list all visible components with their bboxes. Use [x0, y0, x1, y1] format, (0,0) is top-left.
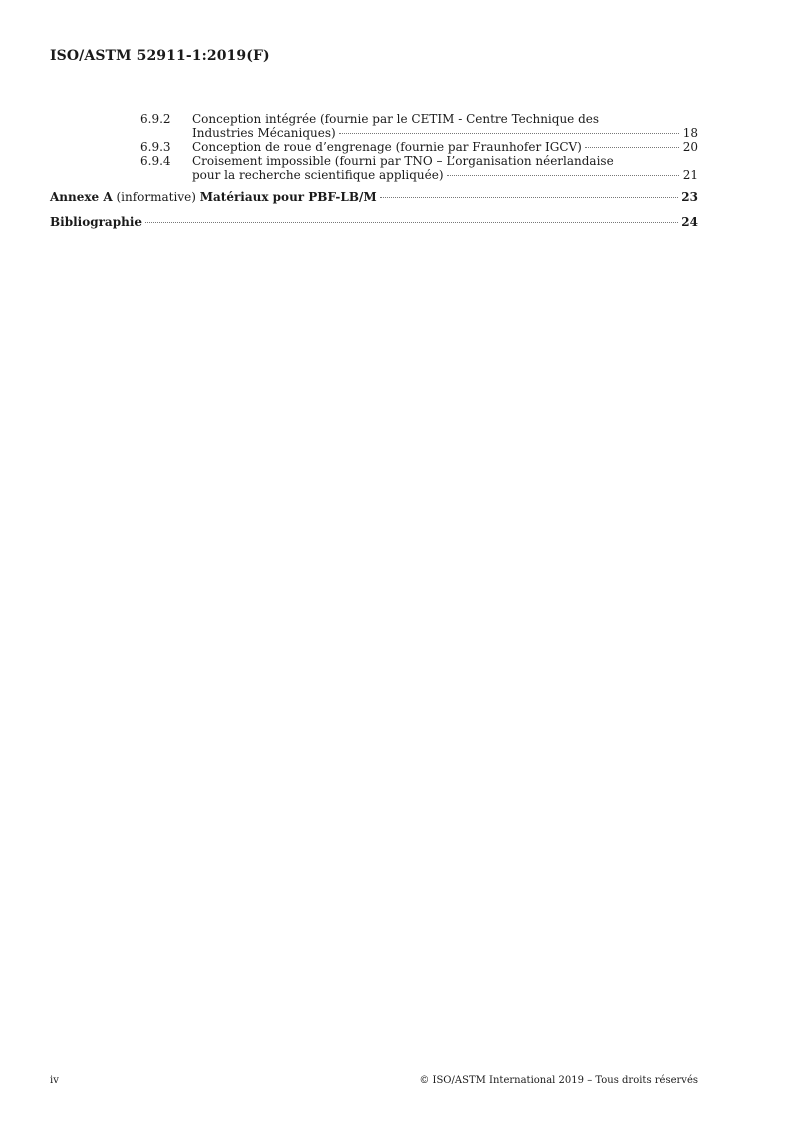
toc-entry-page: 21	[682, 168, 698, 182]
toc-entry-page: 23	[681, 190, 698, 204]
toc-entry-number: 6.9.2	[140, 112, 171, 126]
dot-leader	[145, 221, 678, 223]
toc-entry-title-line2: Industries Mécaniques)	[192, 126, 336, 140]
toc-entry-page: 20	[682, 140, 698, 154]
page-footer	[50, 1075, 698, 1086]
footer-page-number: iv	[50, 1075, 59, 1086]
toc-entry-6-9-4[interactable]	[50, 154, 698, 182]
dot-leader	[585, 146, 679, 148]
toc-entry-page: 24	[681, 215, 698, 229]
toc-entry-6-9-3[interactable]	[50, 140, 698, 154]
document-id-header: ISO/ASTM 52911-1:2019(F)	[50, 48, 270, 64]
bibliography-title: Bibliographie	[50, 215, 143, 229]
toc-entry-title-line1: Croisement impossible (fourni par TNO – L’organisation néerlandaise	[192, 154, 614, 168]
toc-entry-title-line1: Conception de roue d’engrenage (fournie par Fraunhofer IGCV)	[192, 140, 582, 154]
annex-qualifier: (informative)	[112, 190, 200, 204]
toc-entry-title-line1: Conception intégrée (fournie par le CETIM - Centre Technique des	[192, 112, 600, 126]
toc-entry-page: 18	[682, 126, 698, 140]
toc-entry-number: 6.9.4	[140, 154, 171, 168]
annex-label: Annexe A	[50, 190, 113, 204]
dot-leader	[339, 132, 679, 134]
toc-entry-annex-a[interactable]	[50, 190, 698, 204]
footer-copyright: © ISO/ASTM International 2019 – Tous droits réservés	[419, 1075, 698, 1086]
table-of-contents	[50, 112, 698, 229]
toc-entry-bibliography[interactable]	[50, 215, 698, 229]
dot-leader	[447, 174, 679, 176]
dot-leader	[380, 196, 679, 198]
toc-entry-6-9-2[interactable]	[50, 112, 698, 140]
annex-title: Matériaux pour PBF-LB/M	[199, 190, 377, 204]
toc-entry-title-line2: pour la recherche scientifique appliquée)	[192, 168, 444, 182]
toc-entry-number: 6.9.3	[140, 140, 171, 154]
